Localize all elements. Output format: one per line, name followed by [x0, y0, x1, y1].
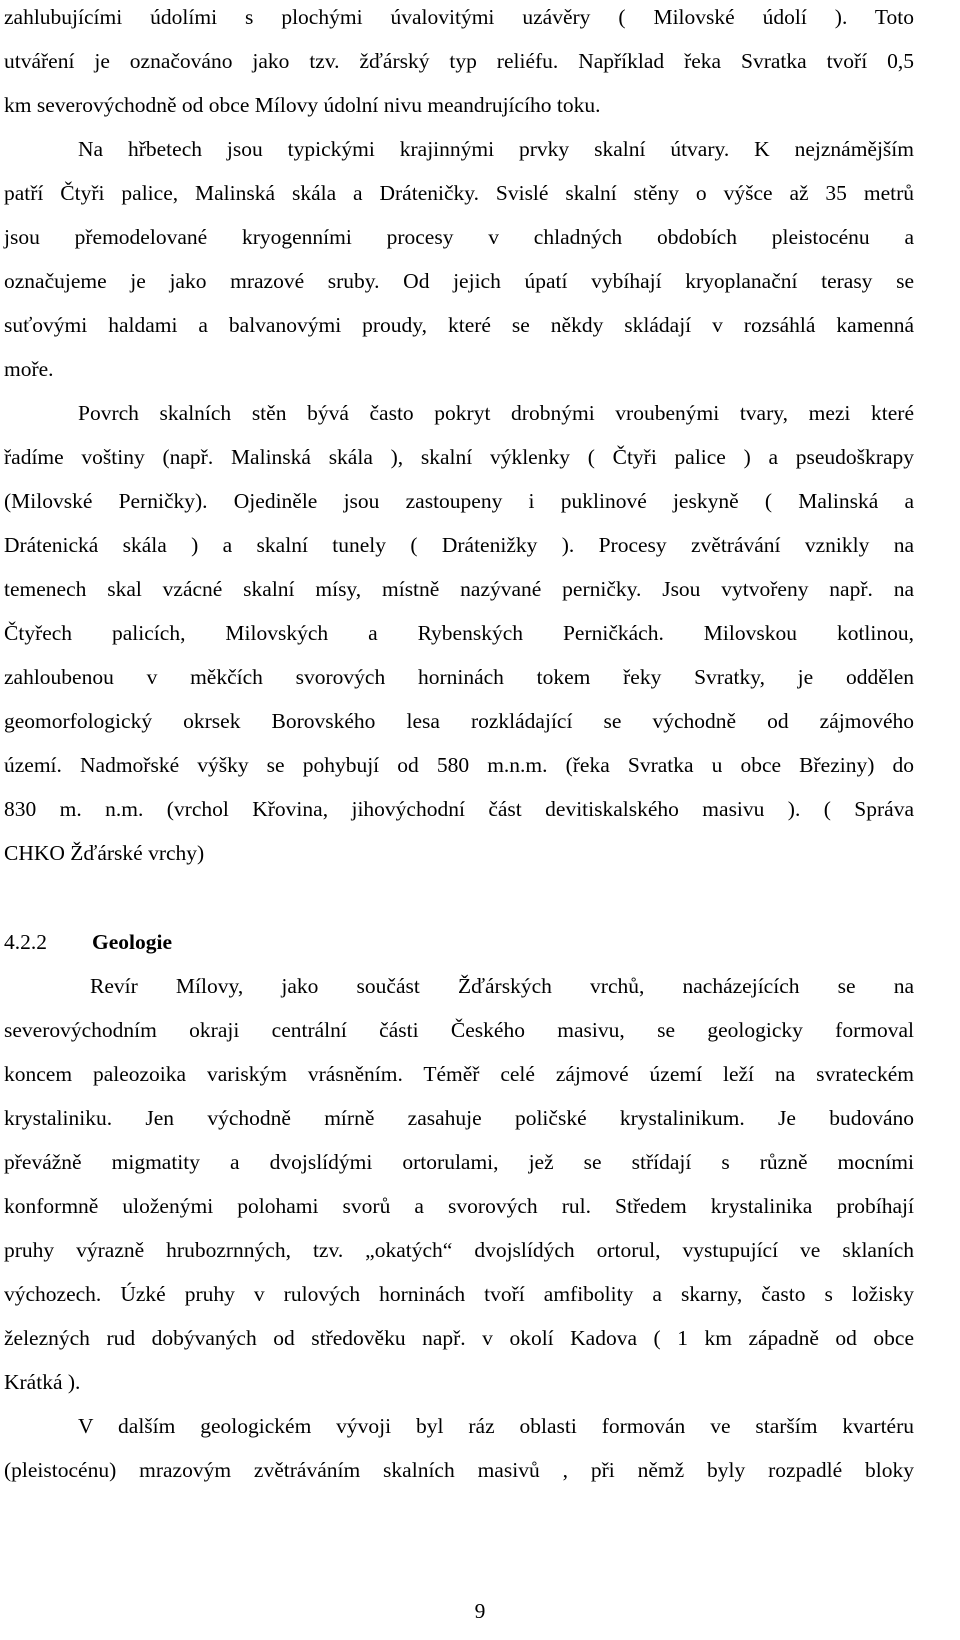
text-line: moře.: [4, 357, 54, 381]
text-line: 830 m. n.m. (vrchol Křovina, jihovýchodní část devitiskalského masivu ). ( Správa: [4, 797, 914, 821]
text-line: řadíme voštiny (např. Malinská skála ), skalní výklenky ( Čtyři palice ) a pseudoškrapy: [4, 445, 914, 469]
text-line: (Milovské Perničky). Ojediněle jsou zastoupeny i puklinové jeskyně ( Malinská a: [4, 489, 914, 513]
text-line: převážně migmatity a dvojslídými ortorulami, jež se střídají s různě mocními: [4, 1150, 914, 1174]
text-line: výchozech. Úzké pruhy v rulových horninách tvoří amfibolity a skarny, často s ložisky: [4, 1282, 914, 1306]
text-line: železných rud dobývaných od středověku např. v okolí Kadova ( 1 km západně od obce: [4, 1326, 914, 1350]
section-heading: [4, 927, 914, 957]
text-line: zahlubujícími údolími s plochými úvalovitými uzávěry ( Milovské údolí ). Toto: [4, 5, 914, 29]
text-line: pruhy výrazně hrubozrnných, tzv. „okatých“ dvojslídých ortorul, vystupující ve sklaních: [4, 1238, 914, 1262]
text-line: jsou přemodelované kryogenními procesy v chladných obdobích pleistocénu a: [4, 225, 914, 249]
text-line: krystaliniku. Jen východně mírně zasahuje poličské krystalinikum. Je budováno: [4, 1106, 914, 1130]
text-line: zahloubenou v měkčích svorových horninách tokem řeky Svratky, je oddělen: [4, 665, 914, 689]
text-line: geomorfologický okrsek Borovského lesa rozkládající se východně od zájmového: [4, 709, 914, 733]
text-line: km severovýchodně od obce Mílovy údolní nivu meandrujícího toku.: [4, 93, 601, 117]
text-line: Krátká ).: [4, 1370, 81, 1394]
text-line: suťovými haldami a balvanovými proudy, které se někdy skládají v rozsáhlá kamenná: [4, 313, 914, 337]
text-line: (pleistocénu) mrazovým zvětráváním skalních masivů , při němž byly rozpadlé bloky: [4, 1458, 914, 1482]
text-line: patří Čtyři palice, Malinská skála a Dráteničky. Svislé skalní stěny o výšce až 35 metrů: [4, 181, 914, 205]
section-title: Geologie: [92, 930, 173, 954]
page-number: 9: [474, 1599, 486, 1623]
text-line: Na hřbetech jsou typickými krajinnými prvky skalní útvary. K nejznámějším: [78, 137, 914, 161]
text-line: Povrch skalních stěn bývá často pokryt drobnými vroubenými tvary, mezi které: [78, 401, 914, 425]
text-line: utváření je označováno jako tzv. žďárský typ reliéfu. Například řeka Svratka tvoří 0,5: [4, 49, 914, 73]
text-line: CHKO Žďárské vrchy): [4, 841, 205, 865]
text-line: koncem paleozoika variským vrásněním. Téměř celé zájmové území leží na svrateckém: [4, 1062, 914, 1086]
text-line: Drátenická skála ) a skalní tunely ( Drátenižky ). Procesy zvětrávání vznikly na: [4, 533, 914, 557]
text-line: Revír Mílovy, jako součást Žďárských vrchů, nacházejících se na: [90, 974, 914, 998]
text-line: temenech skal vzácné skalní mísy, místně nazývané perničky. Jsou vytvořeny např. na: [4, 577, 914, 601]
text-line: označujeme je jako mrazové sruby. Od jejich úpatí vybíhají kryoplanační terasy se: [4, 269, 914, 293]
text-line: konformně uloženými polohami svorů a svorových rul. Středem krystalinika probíhají: [4, 1194, 914, 1218]
text-line: severovýchodním okraji centrální části Českého masivu, se geologicky formoval: [4, 1018, 914, 1042]
text-line: V dalším geologickém vývoji byl ráz oblasti formován ve starším kvartéru: [78, 1414, 914, 1438]
text-line: Čtyřech palicích, Milovských a Rybenských Perničkách. Milovskou kotlinou,: [4, 621, 914, 645]
text-line: území. Nadmořské výšky se pohybují od 580 m.n.m. (řeka Svratka u obce Březiny) do: [4, 753, 914, 777]
section-number: 4.2.2: [4, 930, 47, 954]
